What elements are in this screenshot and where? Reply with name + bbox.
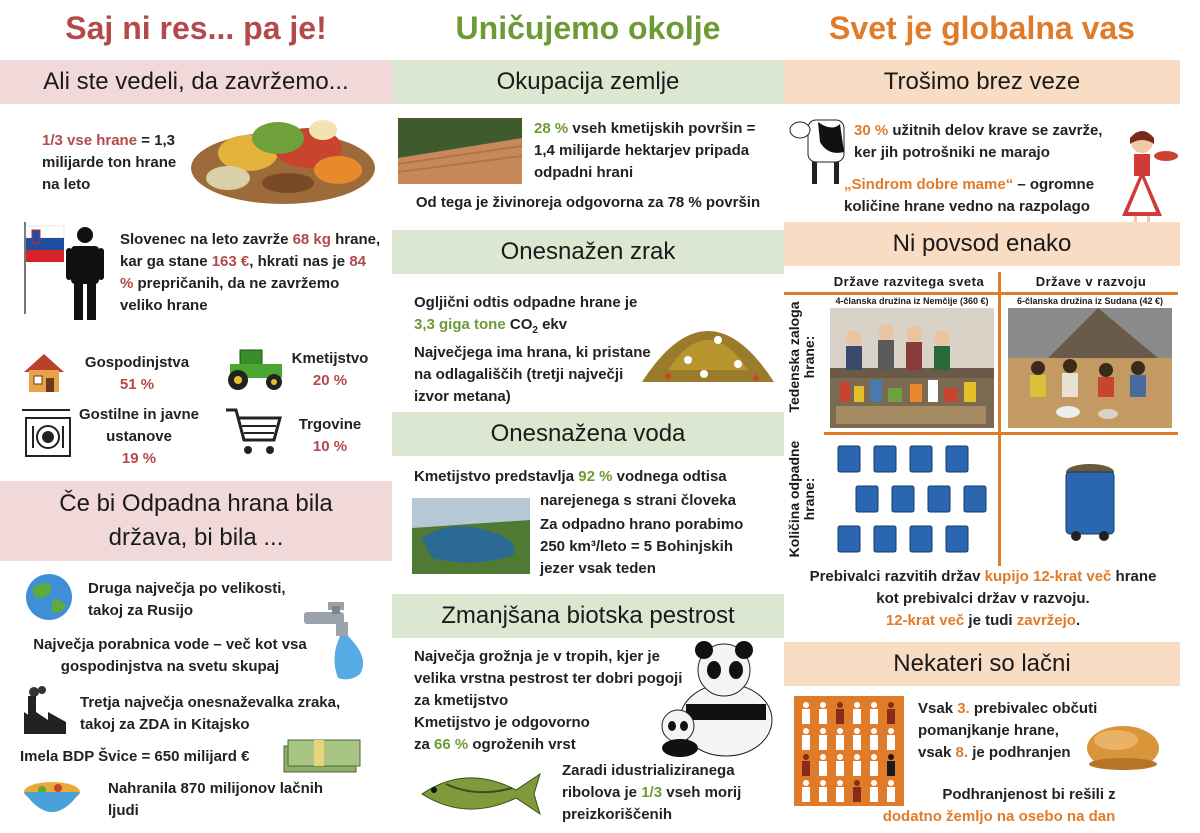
bio-fact-tropics: Največja grožnja je v tropih, kjer je velika vrstna pestrost ter dobri pogoji za kmetijstvo <box>414 648 683 709</box>
country-fact-size: Druga največja po velikosti, takoj za Rusijo <box>88 580 286 619</box>
section-header-land: Okupacija zemlje <box>392 60 784 104</box>
air-fact-part: Ogljični odtis odpadne hrane je <box>414 294 638 311</box>
source-restaurants-value: 19 % <box>121 450 157 467</box>
person-figure <box>836 728 844 750</box>
comparison-fact-part: hrane kot prebivalci držav v razvoju. <box>876 568 1157 607</box>
column-2-title: Uničujemo okolje <box>455 10 721 46</box>
source-shops-label: Trgovine <box>298 416 362 433</box>
fact-slovenian-part: prepričanih, da ne zavržemo veliko hrane <box>120 275 340 314</box>
fish-image <box>416 762 546 824</box>
sudan-family-photo <box>1008 308 1172 428</box>
person-figure <box>870 702 878 724</box>
food-bowl-icon <box>22 776 82 822</box>
hunger-fact-part: Vsak <box>918 700 958 717</box>
header-developed: Države razvitega sveta <box>833 274 985 289</box>
person-figure <box>887 754 895 776</box>
panda-image <box>646 640 776 758</box>
water-tap-icon <box>300 598 378 684</box>
fact-one-third <box>42 130 182 196</box>
bio-fact-part: ogroženih vrst <box>468 736 576 753</box>
air-fact-part: ekv <box>537 316 568 333</box>
cow-fact-text: užitnih delov krave se zavrže, ker jih potrošniki ne marajo <box>854 122 1103 161</box>
waste-bin-developing <box>1062 462 1118 542</box>
section-header-hungry: Nekateri so lačni <box>784 642 1180 686</box>
water-fact-highlight: 92 % <box>578 468 613 485</box>
person-figure <box>802 754 810 776</box>
bio-fact-part: Zaradi idustrializiranega ribolova je <box>562 762 735 801</box>
land-fact-highlight: 28 % <box>534 120 569 137</box>
waste-bins-developed <box>834 442 994 562</box>
header-developing: Države v razvoju <box>1035 274 1147 289</box>
row-label-waste: Količina odpadne hrane: <box>786 440 817 558</box>
person-figure <box>870 754 878 776</box>
comparison-fact-highlight: 12-krat več <box>885 612 965 629</box>
house-icon <box>22 350 66 394</box>
globe-icon <box>24 572 74 622</box>
air-fact-subscript: 2 <box>532 325 538 336</box>
shopping-cart-icon <box>224 406 284 458</box>
grid-line-h-mid <box>824 432 1178 435</box>
fact-slovenian-kg: 68 kg <box>292 231 331 248</box>
person-figure <box>853 780 861 802</box>
cow-icon <box>788 112 848 186</box>
section-header-biodiversity: Zmanjšana biotska pestrost <box>392 594 784 638</box>
bio-fact-highlight: 66 % <box>434 736 469 753</box>
person-figure <box>853 702 861 724</box>
source-restaurants-label: Gostilne in javne ustanove <box>78 406 200 445</box>
country-fact-water: Največja porabnica vode – več kot vsa gospodinjstva na svetu skupaj <box>33 636 307 675</box>
grid-line-h-top <box>784 292 1178 295</box>
caption-germany: 4-članska družina iz Nemčije (360 €) <box>835 296 989 306</box>
hunger-fact-part: je podhranjen <box>968 744 1071 761</box>
person-icon <box>66 226 104 320</box>
comparison-fact <box>798 566 1168 632</box>
water-fact-bohinj: Za odpadno hrano porabimo 250 km³/leto = 5 Bohinjskih jezer vsak teden <box>540 516 744 577</box>
fact-one-third-text: = 1,3 milijarde ton hrane na leto <box>42 132 177 193</box>
comparison-fact-highlight: zavržejo <box>1016 612 1076 629</box>
person-figure <box>887 728 895 750</box>
country-fact-feed: Nahranila 870 milijonov lačnih ljudi <box>108 780 324 819</box>
row-label-weekly: Tedenska zaloga hrane: <box>786 301 817 413</box>
person-figure <box>836 780 844 802</box>
air-fact-part: CO <box>505 316 533 333</box>
person-figure <box>802 728 810 750</box>
land-fact <box>534 118 774 184</box>
land-note: Od tega je živinoreja odgovorna za 78 % površin <box>415 194 761 211</box>
source-shops-value: 10 % <box>312 438 348 455</box>
section-header-air: Onesnažen zrak <box>392 230 784 274</box>
person-figure <box>819 754 827 776</box>
fact-slovenian-part: hrane, kar ga stane <box>120 231 381 270</box>
source-shops <box>280 414 380 458</box>
fact-slovenian <box>120 229 382 317</box>
cow-fact <box>854 120 1122 164</box>
air-fact <box>414 292 654 408</box>
fact-slovenian-part: Slovenec na leto zavrže <box>120 231 293 248</box>
column-1 <box>0 0 392 833</box>
hunger-fact-highlight: 3. <box>957 700 970 717</box>
deforestation-image <box>398 118 522 184</box>
bio-fact-agriculture: Kmetijstvo je odgovorno <box>414 714 590 731</box>
column-1-title: Saj ni res... pa je! <box>65 10 327 46</box>
population-pictogram <box>794 696 904 806</box>
bio-fact-species <box>414 734 684 756</box>
mom-fact-text: – ogromne količine hrane vedno na razpolago <box>844 176 1095 215</box>
water-fact <box>414 466 774 488</box>
person-figure <box>870 728 878 750</box>
source-households <box>72 352 202 396</box>
column-2 <box>392 0 784 833</box>
person-figure <box>870 780 878 802</box>
person-figure <box>836 754 844 776</box>
person-figure <box>819 780 827 802</box>
person-figure <box>887 702 895 724</box>
slovenia-flag-icon <box>24 222 64 312</box>
mom-fact-highlight: „Sindrom dobre mame“ <box>844 176 1014 193</box>
person-figure <box>836 702 844 724</box>
person-figure <box>802 702 810 724</box>
country-fact-gdp: Imela BDP Švice = 650 milijard € <box>20 748 250 765</box>
bio-fact <box>414 646 684 756</box>
person-figure <box>802 780 810 802</box>
hunger-fact-part: vsak <box>918 744 956 761</box>
person-figure <box>819 728 827 750</box>
source-agriculture <box>280 348 380 392</box>
water-fact-part: Kmetijstvo predstavlja <box>414 468 579 485</box>
source-restaurants <box>74 404 204 470</box>
section-header-did-you-know: Ali ste vedeli, da zavržemo... <box>0 60 392 104</box>
comparison-fact-part: Prebivalci razvitih držav <box>809 568 985 585</box>
comparison-fact-part: je tudi <box>964 612 1017 629</box>
mom-fact <box>844 174 1134 218</box>
source-agriculture-label: Kmetijstvo <box>291 350 369 367</box>
lake-image <box>412 498 530 574</box>
column-3-title: Svet je globalna vas <box>829 10 1135 46</box>
air-fact-landfill: Največjega ima hrana, ki pristane na odlagališčih (tretji največji izvor metana) <box>414 344 651 405</box>
country-fact-air: Tretja največja onesnaževalka zraka, takoj za ZDA in Kitajsko <box>80 694 341 733</box>
water-fact-human: narejenega s strani človeka <box>540 492 736 509</box>
germany-family-photo <box>830 308 994 428</box>
section-header-not-equal: Ni povsod enako <box>784 222 1180 266</box>
person-figure <box>887 780 895 802</box>
section-header-water: Onesnažena voda <box>392 412 784 456</box>
person-figure <box>819 702 827 724</box>
hunger-fact <box>918 698 1102 764</box>
column-3 <box>784 0 1180 833</box>
source-agriculture-value: 20 % <box>312 372 348 389</box>
air-fact-highlight: 3,3 giga tone <box>414 316 506 333</box>
hunger-fact-part: prebivalec občuti pomanjkanje hrane, <box>918 700 1098 739</box>
water-fact-part: vodnega odtisa <box>612 468 727 485</box>
source-households-label: Gospodinjstva <box>84 354 190 371</box>
bio-fact-fishing <box>562 760 772 826</box>
comparison-fact-part: . <box>1075 612 1081 629</box>
caption-sudan: 6-članska družina iz Sudana (42 €) <box>1016 296 1164 306</box>
grid-line-v <box>998 272 1001 566</box>
source-households-value: 51 % <box>119 376 155 393</box>
land-fact-text: vseh kmetijskih površin = 1,4 milijarde hektarjev pripada odpadni hrani <box>534 120 756 181</box>
fact-slovenian-part: , hkrati nas je <box>249 253 350 270</box>
landfill-image <box>638 290 778 390</box>
fact-slovenian-pct: 84 % <box>120 253 366 292</box>
comparison-grid <box>784 272 1180 566</box>
factory-icon <box>22 686 68 736</box>
section-header-if-country: Če bi Odpadna hrana bila država, bi bila ... <box>0 481 392 561</box>
hunger-solution: Podhranjenost bi rešili z <box>942 786 1116 803</box>
cow-fact-highlight: 30 % <box>854 122 889 139</box>
hunger-fact-highlight: 8. <box>955 744 969 761</box>
hunger-solution-roll: dodatno žemljo na osebo na dan <box>882 808 1116 825</box>
restaurant-sign-icon <box>20 404 78 460</box>
comparison-fact-highlight: kupijo 12-krat več <box>984 568 1112 585</box>
money-icon <box>280 734 362 780</box>
fact-slovenian-eur: 163 € <box>211 253 250 270</box>
bread-roll-icon <box>1084 720 1162 772</box>
bio-fact-highlight: 1/3 <box>641 784 663 801</box>
person-figure <box>853 754 861 776</box>
food-waste-pile-image <box>188 108 378 206</box>
fact-one-third-highlight: 1/3 vse hrane <box>42 132 138 149</box>
section-header-waste: Trošimo brez veze <box>784 60 1180 104</box>
person-figure <box>853 728 861 750</box>
bio-fact-part: za <box>414 736 435 753</box>
bio-fact-part: vseh morij preizkoriščenih <box>562 784 742 823</box>
